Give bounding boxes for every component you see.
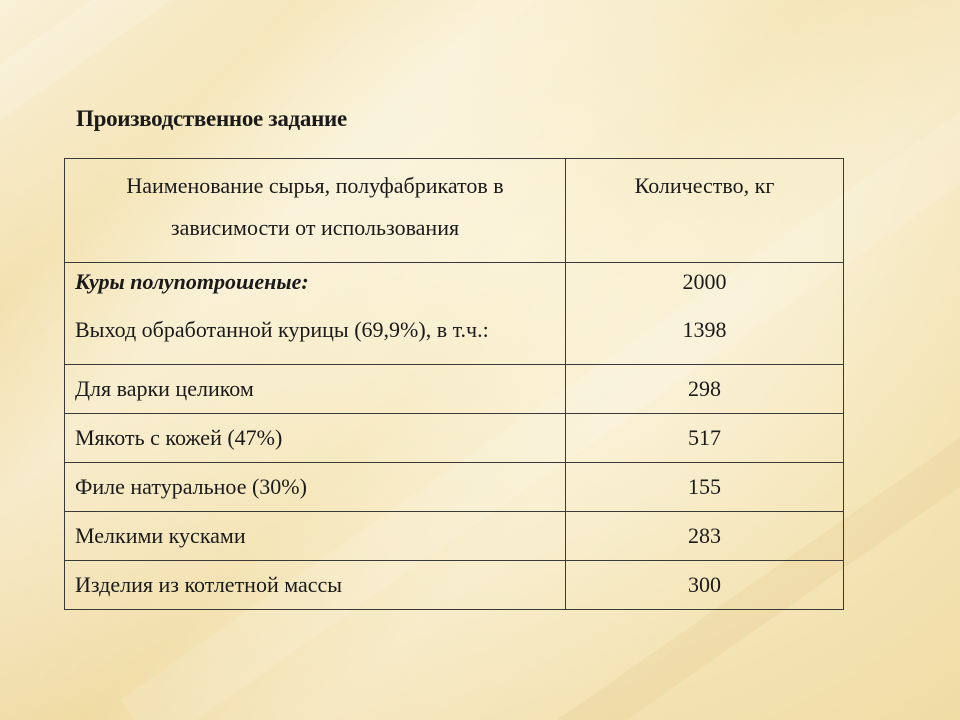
table-row <box>65 561 844 610</box>
group-qty-cell <box>566 263 844 365</box>
header-name-cell: Наименование сырья, полуфабрикатов в зависимости от использования <box>65 159 566 263</box>
row-name: Филе натуральное (30%) <box>65 463 566 512</box>
group-name: Куры полупотрошеные: <box>75 269 309 294</box>
row-qty: 298 <box>566 365 844 414</box>
production-task-table <box>64 158 844 610</box>
group-yield: Выход обработанной курицы (69,9%), в т.ч.: <box>75 317 489 342</box>
table-row <box>65 365 844 414</box>
row-qty: 300 <box>566 561 844 610</box>
row-name: Для варки целиком <box>65 365 566 414</box>
row-qty: 155 <box>566 463 844 512</box>
table-group-row <box>65 263 844 365</box>
background-stripe <box>0 0 684 158</box>
row-name: Мелкими кусками <box>65 512 566 561</box>
table-row <box>65 414 844 463</box>
group-yield-qty: 1398 <box>682 317 727 342</box>
header-quantity-cell: Количество, кг <box>566 159 844 263</box>
row-qty: 283 <box>566 512 844 561</box>
group-name-qty: 2000 <box>682 269 727 294</box>
page-title: Производственное задание <box>76 106 347 131</box>
row-name: Мякоть с кожей (47%) <box>65 414 566 463</box>
table-header-row <box>65 159 844 263</box>
row-qty: 517 <box>566 414 844 463</box>
row-name: Изделия из котлетной массы <box>65 561 566 610</box>
table-row <box>65 463 844 512</box>
group-name-cell <box>65 263 566 365</box>
table-row <box>65 512 844 561</box>
